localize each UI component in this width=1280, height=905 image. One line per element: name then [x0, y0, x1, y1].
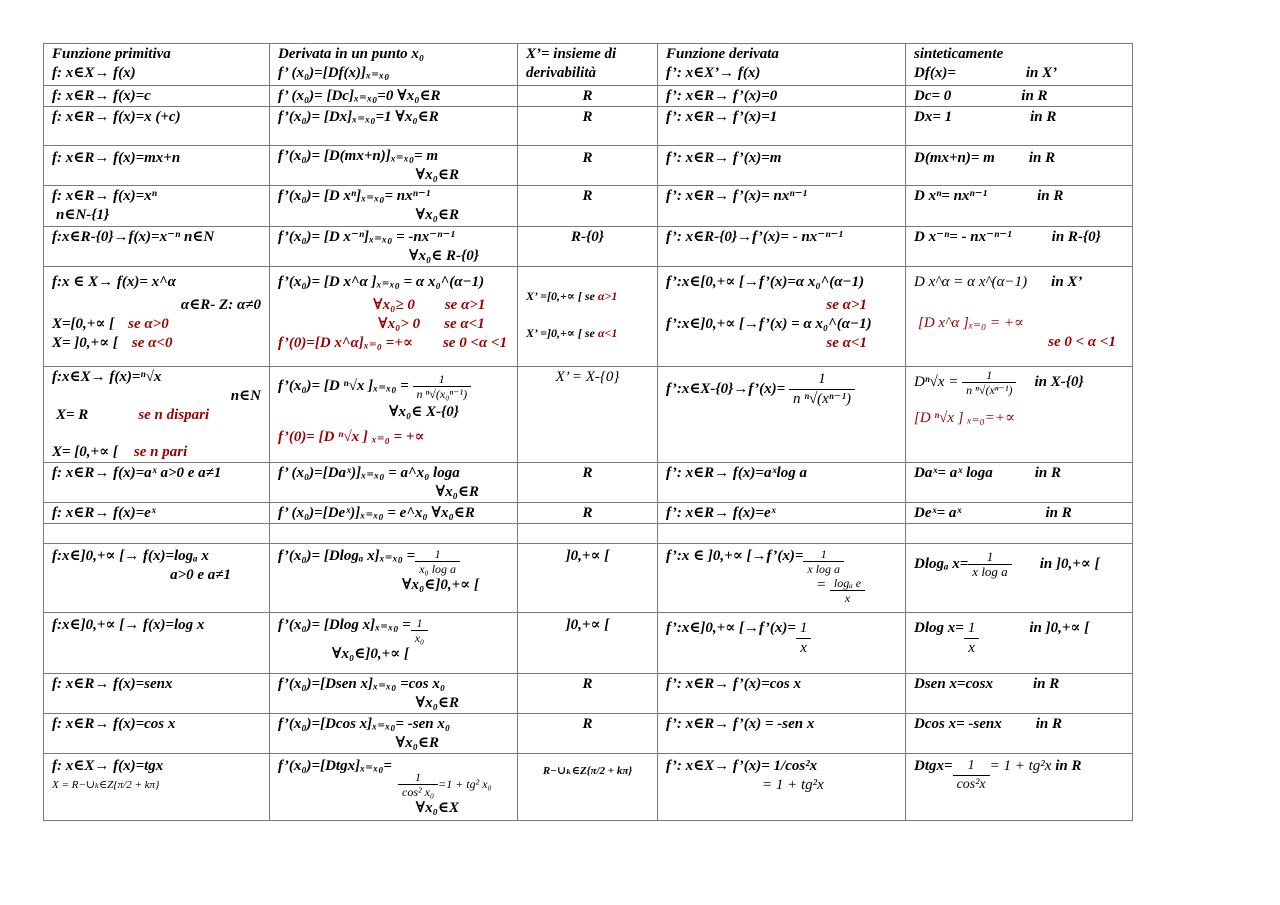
cell-synthetic [906, 503, 1133, 524]
condition-text: se α<0 [131, 335, 173, 351]
domain-line [526, 324, 649, 343]
fraction [830, 576, 865, 605]
cell-synthetic [906, 754, 1133, 821]
table-row [44, 674, 1133, 714]
synthetic-cond: se 0 < α <1 [1048, 334, 1116, 350]
fraction-denominator: n ⁿ√(x₀ⁿ⁻¹) [416, 387, 468, 401]
cell-domain: R-{0} [518, 227, 658, 267]
header-derived-function [658, 44, 906, 86]
synthetic-where: in R [1021, 88, 1048, 104]
condition-text: α>1 [597, 289, 618, 303]
header-title: X’= insieme di [526, 46, 617, 62]
cell-derived: f’: x∈R→ f’(x)= nxⁿ⁻¹ [658, 186, 906, 227]
header-sub-line [914, 64, 1124, 83]
domain-text: X=[0,+∝ [ [52, 316, 115, 332]
fraction [964, 619, 980, 658]
table-row [44, 186, 1133, 227]
point-line: ∀x₀∈X [415, 800, 459, 816]
synthetic-expr: Dlogₐ x= [914, 555, 969, 572]
derived-line: f’:x∈[0,+∝ [→f’(x)=α x₀^(α−1) [666, 274, 865, 290]
point-line [278, 296, 509, 315]
table-row [44, 613, 1133, 674]
cell-empty [906, 524, 1133, 544]
fraction [413, 372, 472, 401]
cell-derived: f’: x∈R→ f’(x) = -sen x [658, 714, 906, 754]
fraction-numerator: 1 [964, 619, 980, 639]
condition-text: ∀x₀≥ 0 [373, 297, 415, 313]
header-sub: f’ (x₀)=[Df(x)]ₓ₌ₓ₀ [278, 65, 390, 81]
point-line: ∀x₀∈R [415, 207, 459, 223]
condition-text: se α>1 [826, 297, 867, 313]
fraction-numerator: 1 [413, 372, 472, 387]
header-sub: derivabilità [526, 65, 596, 81]
cell-domain: R [518, 186, 658, 227]
cell-derived [658, 613, 906, 674]
fraction-denominator: n ⁿ√(xⁿ⁻¹) [966, 383, 1013, 397]
cell-derived [658, 367, 906, 463]
fraction-numerator: 1 [398, 770, 438, 785]
cell-primitive [44, 754, 270, 821]
synthetic-where: in R [1035, 716, 1062, 732]
synthetic-expr: Dlog x= [914, 620, 964, 636]
synthetic-line [914, 273, 1124, 292]
derived-line: f’:x∈]0,+∝ [→f’(x) = α x₀^(α−1) [666, 316, 872, 332]
synthetic-line [914, 368, 1124, 397]
fraction [796, 619, 812, 658]
domain-text: X= [0,+∝ [ [52, 444, 118, 460]
fraction-numerator: 1 [411, 616, 429, 631]
primitive-line: f:x ∈ X→ f(x)= x^α [52, 274, 176, 290]
cell-primitive: f:x∈]0,+∝ [→ f(x)=log x [44, 613, 270, 674]
fraction [953, 757, 990, 794]
cell-synthetic [906, 146, 1133, 186]
synthetic-expr: D x^α = α x^(α−1) [914, 274, 1028, 290]
header-sub: f: x∈X→ f(x) [52, 65, 136, 81]
cell-derived: f’: x∈R→ f’(x)=m [658, 146, 906, 186]
synthetic-expr: D xⁿ= nxⁿ⁻¹ [914, 188, 988, 204]
fraction-denominator: x [800, 640, 807, 656]
point-line: ∀x₀∈]0,+∝ [ [401, 577, 479, 593]
synthetic-where: in ]0,+∝ [ [1039, 555, 1100, 572]
cell-derived: f’: x∈R→ f’(x)=cos x [658, 674, 906, 714]
cell-point [270, 267, 518, 367]
cell-point [270, 463, 518, 503]
point-text: =1 + tg² x₀ [438, 776, 492, 791]
point-line: f’(x₀)=[Dcos x]ₓ₌ₓ₀= -sen x₀ [278, 716, 451, 732]
primitive-line [52, 334, 261, 353]
cell-domain: R [518, 714, 658, 754]
condition-text: se n dispari [138, 407, 210, 423]
cell-point [270, 544, 518, 613]
synthetic-expr: Dc= 0 [914, 88, 952, 104]
domain-text: X’ =[0,+∝ [ se [526, 289, 595, 303]
point-text: f’(x₀)= [D ⁿ√x ]ₓ₌ₓ₀ = [278, 377, 409, 394]
cell-synthetic [906, 674, 1133, 714]
fraction-denominator: cos² x₀ [402, 785, 435, 799]
derived-line [666, 547, 897, 576]
fraction-denominator: x [844, 591, 851, 605]
primitive-line: f:x∈X→ f(x)=ⁿ√x [52, 369, 162, 385]
primitive-line: n∈N-{1} [56, 207, 110, 223]
primitive-line: n∈N [230, 388, 261, 404]
table-row [44, 544, 1133, 613]
cell-point [270, 714, 518, 754]
cell-derived [658, 267, 906, 367]
fraction-denominator: x [968, 640, 975, 656]
cell-point: f’ (x₀)=[Deˣ)]ₓ₌ₓ₀ = e^x₀ ∀x₀∈R [270, 503, 518, 524]
table-row [44, 227, 1133, 267]
cell-primitive: f: x∈R→ f(x)=aˣ a>0 e a≠1 [44, 463, 270, 503]
point-line: f’ (x₀)=[Daˣ)]ₓ₌ₓ₀ = a^x₀ loga [278, 465, 460, 481]
cell-point: f’(x₀)= [Dx]ₓ₌ₓ₀=1 ∀x₀∈R [270, 107, 518, 146]
cell-derived: f’: x∈R→ f(x)=aˣlog a [658, 463, 906, 503]
condition-text: se α>1 [444, 297, 486, 313]
domain-text: X= R [56, 407, 89, 423]
cell-derived: f’: x∈R→ f’(x)=1 [658, 107, 906, 146]
fraction-numerator: 1 [962, 368, 1016, 383]
synthetic-extra: [D ⁿ√x ] ₓ₌₀=+∝ [914, 410, 1016, 426]
fraction [398, 770, 438, 799]
synthetic-where: in X’ [1051, 274, 1083, 290]
cell-point [270, 367, 518, 463]
fraction-denominator: n ⁿ√(xⁿ⁻¹) [792, 391, 851, 407]
cell-domain: R [518, 674, 658, 714]
condition-text: se α<1 [444, 316, 485, 332]
fraction-numerator: logₐ e [830, 576, 865, 591]
synthetic-where: in R [1034, 465, 1062, 481]
synthetic-rest: = 1 + tg²x [989, 758, 1052, 774]
point-line: ∀x₀∈ X-{0} [388, 404, 459, 420]
point-line [278, 372, 509, 401]
cell-synthetic [906, 267, 1133, 367]
point-text: f’(x₀)= [Dlogₐ x]ₓ₌ₓ₀ = [278, 548, 416, 564]
cell-synthetic [906, 186, 1133, 227]
cell-empty [518, 524, 658, 544]
cell-primitive: f: x∈R→ f(x)=senx [44, 674, 270, 714]
header-title: Funzione primitiva [52, 46, 171, 62]
fraction [803, 547, 844, 576]
cell-primitive [44, 544, 270, 613]
synthetic-expr: Dcos x= -senx [914, 716, 1002, 732]
header-title: Derivata in un punto x₀ [278, 46, 425, 62]
primitive-line: a>0 e a≠1 [170, 567, 231, 583]
derived-line [666, 576, 897, 605]
synthetic-where: in R [1028, 150, 1056, 166]
cell-primitive [44, 367, 270, 463]
fraction [789, 370, 855, 409]
header-sub: f’: x∈X’→ f(x) [666, 65, 761, 81]
table-row [44, 146, 1133, 186]
cell-point [270, 186, 518, 227]
condition-text: se 0 <α <1 [442, 335, 508, 351]
fraction-numerator: 1 [968, 550, 1011, 565]
point-line: f’(x₀)=[Dtgx]ₓ₌ₓ₀= [278, 758, 392, 774]
cell-domain: R [518, 503, 658, 524]
synthetic-where: in R [1030, 109, 1057, 125]
cell-domain: ]0,+∝ [ [518, 613, 658, 674]
cell-primitive: f: x∈R→ f(x)=eˣ [44, 503, 270, 524]
header-title: sinteticamente [914, 46, 1004, 62]
table-row-empty [44, 524, 1133, 544]
primitive-line: f: x∈R→ f(x)=xⁿ [52, 188, 157, 204]
condition-text: f’(0)=[D x^α]ₓ₌₀ =+∝ [278, 335, 413, 351]
cell-point [270, 754, 518, 821]
cell-empty [44, 524, 270, 544]
cell-primitive [44, 267, 270, 367]
cell-synthetic [906, 367, 1133, 463]
fraction-numerator: 1 [953, 757, 990, 776]
cell-derived [658, 754, 906, 821]
cell-primitive: f: x∈R→ f(x)=x (+c) [44, 107, 270, 146]
cell-synthetic [906, 714, 1133, 754]
derived-line: = 1 + tg²x [762, 777, 824, 793]
synthetic-expr: D x⁻ⁿ= - nx⁻ⁿ⁻¹ [914, 229, 1012, 245]
primitive-line [52, 443, 261, 462]
fraction-denominator: x log a [807, 562, 841, 576]
cell-domain: X’ = X-{0} [518, 367, 658, 463]
synthetic-expr: Dsen x=cosx [914, 676, 993, 692]
condition-text: α<1 [597, 326, 618, 340]
synthetic-expr: Daˣ= aˣ loga [914, 465, 993, 481]
derived-text: f’:x∈]0,+∝ [→f’(x)= [666, 620, 796, 636]
header-point-derivative [270, 44, 518, 86]
fraction-numerator: 1 [415, 547, 460, 562]
point-line: f’(x₀)= [D(mx+n)]ₓ₌ₓ₀= m [278, 148, 439, 164]
fraction [968, 550, 1011, 579]
condition-text: ∀x₀> 0 [378, 316, 421, 332]
primitive-line [52, 315, 261, 334]
point-line [278, 334, 509, 353]
point-text: f’(x₀)= [Dlog x]ₓ₌ₓ₀ = [278, 617, 411, 633]
cell-derived: f’: x∈R→ f(x)=eˣ [658, 503, 906, 524]
primitive-line: X = R−∪ₖ∈Z{π/2 + kπ} [52, 779, 160, 791]
table-row [44, 86, 1133, 107]
cell-empty [658, 524, 906, 544]
synthetic-expr: Dx= 1 [914, 109, 953, 125]
fraction-denominator: x log a [972, 564, 1008, 579]
derived-text: f’:x∈X-{0}→f’(x)= [666, 380, 786, 397]
cell-domain: ]0,+∝ [ [518, 544, 658, 613]
fraction-numerator: 1 [796, 619, 812, 639]
cell-synthetic [906, 86, 1133, 107]
synthetic-where: in R [1055, 758, 1082, 774]
cell-primitive: f: x∈R→ f(x)=mx+n [44, 146, 270, 186]
header-sub-right: in X’ [1025, 65, 1058, 81]
point-line: f’(x₀)= [D x^α ]ₓ₌ₓ₀ = α x₀^(α−1) [278, 274, 485, 290]
primitive-line: f: x∈X→ f(x)=tgx [52, 758, 164, 774]
point-line: f’(0)= [D ⁿ√x ] ₓ₌₀ = +∝ [278, 429, 425, 445]
synthetic-expr: Dⁿ√x = [914, 373, 959, 390]
fraction-numerator: 1 [803, 547, 844, 562]
domain-text: X’ =]0,+∝ [ se [526, 326, 595, 340]
condition-text: se n pari [133, 444, 188, 460]
point-line: f’(x₀)=[Dsen x]ₓ₌ₓ₀ =cos x₀ [278, 676, 446, 692]
fraction [411, 616, 429, 645]
point-line: f’(x₀)= [D xⁿ]ₓ₌ₓ₀= nxⁿ⁻¹ [278, 188, 431, 204]
cell-empty [270, 524, 518, 544]
table-row [44, 754, 1133, 821]
cell-synthetic [906, 544, 1133, 613]
cell-domain: R [518, 463, 658, 503]
cell-synthetic [906, 613, 1133, 674]
cell-synthetic [906, 227, 1133, 267]
synthetic-where: in R [1045, 505, 1072, 521]
cell-point [270, 146, 518, 186]
cell-synthetic [906, 107, 1133, 146]
cell-point [270, 674, 518, 714]
header-sub: Df(x)= [914, 65, 956, 81]
point-line: ∀x₀∈ R-{0} [408, 248, 479, 264]
table-row [44, 367, 1133, 463]
derivatives-table [43, 43, 1133, 821]
point-line: ∀x₀∈R [415, 695, 459, 711]
cell-domain: R [518, 86, 658, 107]
cell-primitive [44, 186, 270, 227]
synthetic-where: in R-{0} [1051, 229, 1101, 245]
point-line [278, 547, 509, 576]
cell-point [270, 227, 518, 267]
table-row [44, 267, 1133, 367]
synthetic-expr: D(mx+n)= m [914, 150, 995, 166]
derived-line [666, 370, 897, 409]
synthetic-expr: Deˣ= aˣ [914, 505, 962, 521]
cell-synthetic [906, 463, 1133, 503]
domain-text: X= ]0,+∝ [ [52, 335, 118, 351]
cell-domain [518, 267, 658, 367]
table-row [44, 107, 1133, 146]
cell-derived: f’: x∈R→ f’(x)=0 [658, 86, 906, 107]
synthetic-extra: [D x^α ]ₓ₌₀ = +∝ [918, 315, 1025, 331]
fraction-denominator: x₀ [414, 631, 425, 645]
cell-point [270, 613, 518, 674]
derived-line: f’: x∈X→ f’(x)= 1/cos²x [666, 758, 818, 774]
cell-primitive: f: x∈R→ f(x)=c [44, 86, 270, 107]
point-line: f’(x₀)= [D x⁻ⁿ]ₓ₌ₓ₀ = -nx⁻ⁿ⁻¹ [278, 229, 455, 245]
point-line: ∀x₀∈R [435, 484, 479, 500]
fraction-denominator: cos²x [956, 777, 986, 792]
fraction-denominator: x₀ log a [419, 562, 457, 576]
point-line [278, 315, 509, 334]
synthetic-expr: Dtgx= [914, 758, 953, 774]
synthetic-where: in R [1037, 188, 1064, 204]
domain-line [526, 287, 649, 306]
point-line: ∀x₀∈R [415, 167, 459, 183]
header-synthetic [906, 44, 1133, 86]
table-row [44, 463, 1133, 503]
cell-derived [658, 544, 906, 613]
cell-domain: R [518, 107, 658, 146]
fraction [962, 368, 1016, 397]
cell-derived: f’: x∈R-{0}→f’(x)= - nx⁻ⁿ⁻¹ [658, 227, 906, 267]
cell-primitive: f: x∈R→ f(x)=cos x [44, 714, 270, 754]
table-row [44, 714, 1133, 754]
cell-domain: R [518, 146, 658, 186]
header-domain [518, 44, 658, 86]
synthetic-where: in ]0,+∝ [ [1029, 620, 1090, 636]
condition-text: se α<1 [826, 335, 867, 351]
condition-text: se α>0 [128, 316, 169, 332]
primitive-line [52, 406, 261, 425]
cell-point: f’ (x₀)= [Dc]ₓ₌ₓ₀=0 ∀x₀∈R [270, 86, 518, 107]
equals-sign: = [816, 577, 827, 593]
fraction [415, 547, 460, 576]
synthetic-where: in R [1032, 676, 1060, 692]
synthetic-where: in X-{0} [1034, 373, 1084, 390]
table-header-row [44, 44, 1133, 86]
derived-text: f’:x ∈ ]0,+∝ [→f’(x)= [666, 548, 804, 564]
cell-primitive: f:x∈R-{0}→f(x)=x⁻ⁿ n∈N [44, 227, 270, 267]
primitive-line: α∈R- Z: α≠0 [180, 297, 261, 313]
header-primitive [44, 44, 270, 86]
primitive-line: f:x∈]0,+∝ [→ f(x)=logₐ x [52, 548, 209, 564]
header-title: Funzione derivata [666, 46, 779, 62]
point-line [278, 616, 509, 645]
point-line: ∀x₀∈R [395, 735, 439, 751]
cell-domain: R−∪ₖ∈Z{π/2 + kπ} [518, 754, 658, 821]
fraction-numerator: 1 [789, 370, 855, 390]
table-row [44, 503, 1133, 524]
point-line: ∀x₀∈]0,+∝ [ [331, 646, 409, 662]
